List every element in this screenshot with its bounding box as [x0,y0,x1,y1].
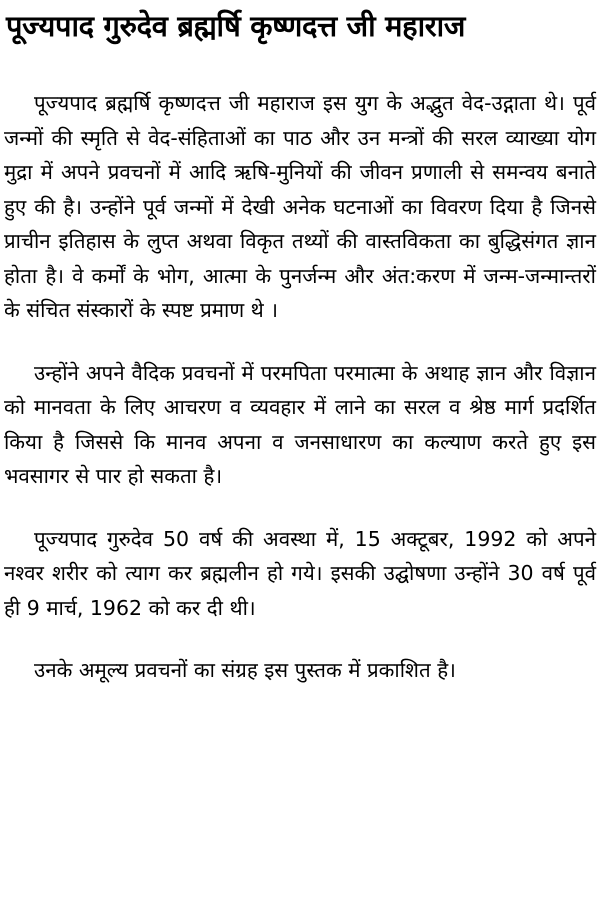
paragraph-2: उन्होंने अपने वैदिक प्रवचनों में परमपिता परमात्मा के अथाह ज्ञान और विज्ञान को मानवता के लिए आचरण व व्यवहार में लाने का सरल व श्रेष्ठ मार्ग प्रदर्शित किया है जिससे कि मानव अपना व जनसाधारण का कल्याण करते हुए इस भवसागर से पार हो सकता है। [4,360,596,488]
paragraph-4: उनके अमूल्य प्रवचनों का संग्रह इस पुस्तक में प्रकाशित है। [34,658,456,682]
page-title: पूज्यपाद गुरुदेव ब्रह्मर्षि कृष्णदत्त जी महाराज [6,9,466,43]
paragraph-1: पूज्यपाद ब्रह्मर्षि कृष्णदत्त जी महाराज इस युग के अद्भुत वेद-उद्गाता थे। पूर्व जन्मों की स्मृति से वेद-संहिताओं का पाठ और उन मन्त्रों की सरल व्याख्या योग मुद्रा में अपने प्रवचनों में आदि ऋषि-मुनियों की जीवन प्रणाली से समन्वय बनाते हुए की है। उन्होंने पूर्व जन्मों में देखी अनेक घटनाओं का विवरण दिया है जिनसे प्राचीन इतिहास के लुप्त अथवा विकृत तथ्यों की वास्तविकता का बुद्धिसंगत ज्ञान होता है। वे कर्मों के भोग, आत्मा के पुनर्जन्म और अंत:करण में जन्म-जन्मान्तरों के संचित संस्कारों के स्पष्ट प्रमाण थे । [4,91,596,322]
paragraph-3: पूज्यपाद गुरुदेव 50 वर्ष की अवस्था में, 15 अक्टूबर, 1992 को अपने नश्वर शरीर को त्याग कर ब्रह्मलीन हो गये। इसकी उद्घोषणा उन्होंने 30 वर्ष पूर्व ही 9 मार्च, 1962 को कर दी थी। [4,526,596,620]
